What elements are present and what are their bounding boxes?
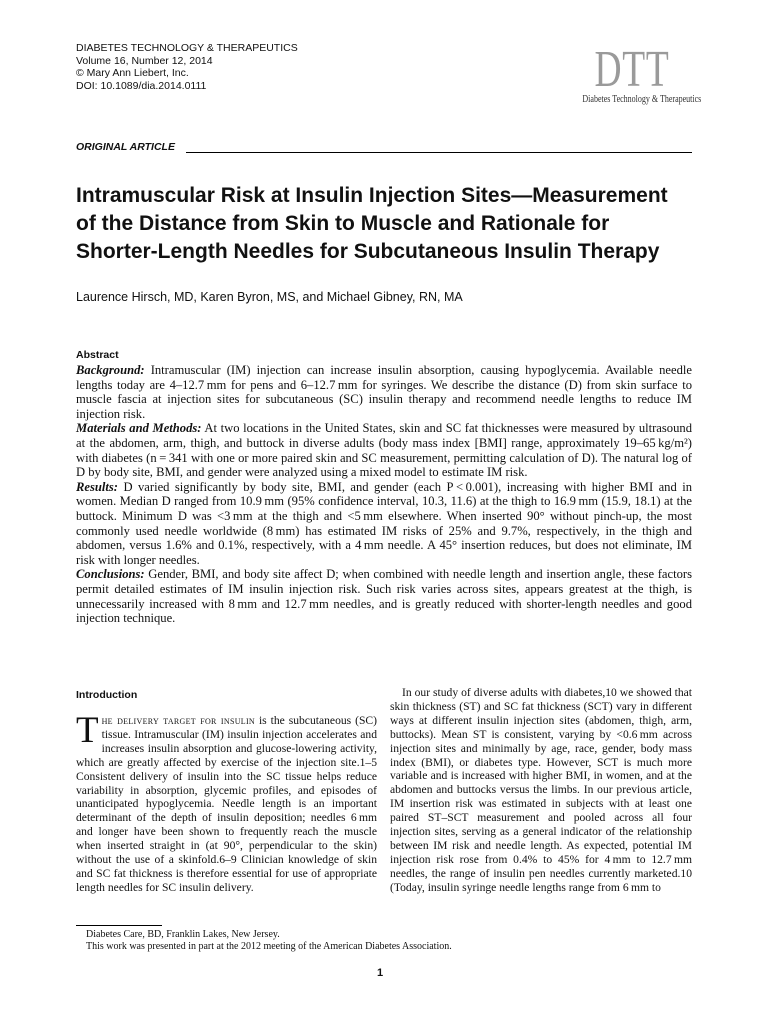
methods-label: Materials and Methods: (76, 421, 202, 436)
page-number: 1 (377, 967, 384, 979)
authors: Laurence Hirsch, MD, Karen Byron, MS, and Michael Gibney, RN, MA (76, 290, 463, 304)
journal-doi: DOI: 10.1089/dia.2014.0111 (76, 79, 207, 92)
abstract-methods (76, 421, 692, 479)
footnotes (86, 929, 452, 953)
journal-info (76, 42, 298, 92)
introduction-column-left (76, 710, 377, 895)
section-divider (186, 152, 692, 153)
abstract-body (76, 363, 692, 626)
journal-logo (570, 41, 702, 105)
logo-mark: DTT (594, 41, 670, 98)
journal-name: DIABETES TECHNOLOGY & THERAPEUTICS (76, 42, 298, 54)
results-text: D varied significantly by body site, BMI, and gender (each P < 0.001), increasing with higher BMI and in women. Median D ranged from 10.9 mm (95% confidence interval, 10.3, 11.6) at the thigh to 16.9 mm (15.9, 18.1) at the buttock. Minimum D was <3 mm at the thigh and <5 mm elsewhere. When inserted 90° without pinch-up, the most commonly used needle worldwide (8 mm) has estimated IM risks of 25% and 9.7%, respectively, in the thigh and abdomen, versus 1.6% and 0.1%, respectively, with a 4 mm needle. A 45° insertion reduces, but does not eliminate, IM risk with longer needles. (76, 479, 693, 567)
conclusions-text: Gender, BMI, and body site affect D; when combined with needle length and insertion angle, these factors permit detailed estimates of IM insulin injection risk. Such risk varies across sites, appears greatest at the thigh, is unnecessarily increased with 8 mm and 12.7 mm needles, and is greatly reduced with shorter-length needles and good injection technique. (76, 567, 692, 626)
abstract-heading: Abstract (76, 349, 119, 361)
abstract-background (76, 363, 692, 421)
logo-subtitle: Diabetes Technology & Therapeutics (582, 94, 702, 105)
introduction-paragraph: In our study of diverse adults with diabetes,10 we showed that skin thickness (ST) and SC fat thickness (SCT) vary in different ways at different insulin injection sites (abdomen, thigh, arm, buttocks). Mean ST is consistent, varying by <0.6 mm across injection sites and minimally by age, race, gender, body mass index (BMI), or diabetes type. However, SCT is much more variable and is increased with higher BMI, in women, and at the abdomen and buttocks versus the limbs. In our previous article, IM insertion risk was estimated in subjects with at least one paired ST–SCT measurement and pooled across all four injection sites, serving as a general indicator of the relationship between IM risk and needle length. As expected, potential IM injection risk rose from 0.4% to 45% for 4 mm to 12.7 mm needles, the range of insulin pen needles currently marketed.10 (Today, insulin syringe needle lengths range from 6 mm to (390, 686, 692, 894)
abstract-conclusions (76, 567, 692, 625)
methods-text: At two locations in the United States, skin and SC fat thicknesses were measured by ultrasound at the abdomen, arm, thigh, and buttock in diverse adults (body mass index [BMI] range, approximately 19–65 kg/m²) with diabetes (n = 341 with one or more paired skin and SC measurement, permitting calculation of D). The natural log of D by body site, BMI, and gender were analyzed using a mixed model to estimate IM risk. (76, 421, 692, 480)
introduction-column-right (390, 686, 692, 895)
background-label: Background: (76, 363, 145, 377)
footnote: Diabetes Care, BD, Franklin Lakes, New Jersey. (86, 929, 280, 940)
introduction-paragraph (76, 710, 377, 895)
lead-smallcaps: he delivery target for insulin (101, 714, 256, 727)
abstract-results (76, 480, 692, 568)
journal-copyright: © Mary Ann Liebert, Inc. (76, 67, 189, 79)
title-line: Intramuscular Risk at Insulin Injection Sites—Measurement (76, 184, 668, 207)
results-label: Results: (76, 479, 118, 494)
title-line: Shorter-Length Needles for Subcutaneous Insulin Therapy (76, 240, 660, 263)
conclusions-label: Conclusions: (76, 567, 145, 582)
footnote: This work was presented in part at the 2012 meeting of the American Diabetes Association. (86, 941, 452, 952)
journal-volume: Volume 16, Number 12, 2014 (76, 54, 213, 67)
title-line: of the Distance from Skin to Muscle and Rationale for (76, 212, 610, 235)
section-label: ORIGINAL ARTICLE (76, 141, 175, 153)
introduction-heading: Introduction (76, 689, 138, 701)
dropcap: T (76, 710, 99, 751)
paragraph-text: is the subcutaneous (SC) tissue. Intramuscular (IM) insulin injection accelerates and increases insulin absorption and glucose-lowering activity, which are greatly affected by exercise of the injection site.1–5 Consistent delivery of insulin into the SC tissue helps reduce variability in absorption, glycemic profiles, and episodes of unanticipated hypoglycemia. Needle length is an important determinant of the depth of insulin deposition; needles 6 mm and longer have been shown to frequently reach the muscle when inserted straight in (at 90°, perpendicular to the skin) without the use of a skinfold.6–9 Clinician knowledge of skin and SC fat thickness is therefore essential for use of appropriate length needles for SC insulin delivery. (76, 714, 377, 894)
footnote-divider (76, 925, 162, 926)
article-title (76, 182, 696, 266)
background-text: Intramuscular (IM) injection can increase insulin absorption, causing hypoglycemia. Available needle lengths today are 4–12.7 mm for pens and 6–12.7 mm for syringes. We describe the distance (D) from skin surface to muscle fascia at injection sites for subcutaneous (SC) insulin therapy and recommend needle lengths to reduce IM injection risk. (76, 363, 692, 421)
